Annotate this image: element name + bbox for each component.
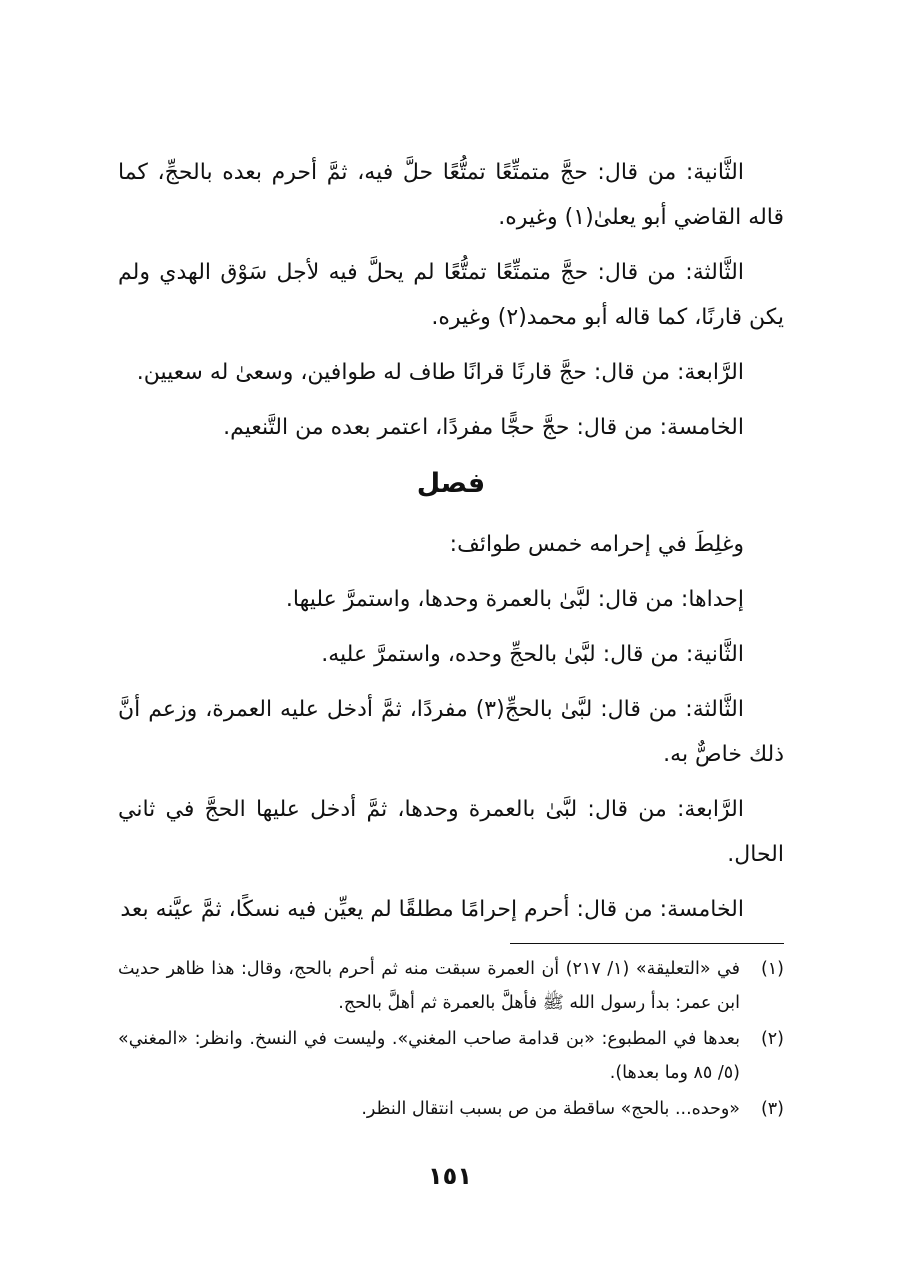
paragraph-intro: وغلِطَ في إحرامه خمس طوائف: [449,532,744,557]
footnote-number: (٢) [760,1029,784,1049]
footnote-number: (١) [760,959,784,979]
section-heading: فصل [416,468,486,499]
footnote-separator [510,943,784,944]
page-number: ١٥١ [428,1162,472,1190]
footnotes [118,952,784,1128]
footnote-text: «وحده... بالحج» ساقطة من ص بسبب انتقال النظر. [361,1099,740,1119]
footnote-item [118,1092,784,1126]
paragraph-group-fifth: الخامسة: من قال: أحرم إحرامًا مطلقًا لم يعيِّن فيه نسكًا، ثمَّ عيَّنه بعد [120,897,744,922]
footnote-text: في «التعليقة» (١/ ٢١٧) أن العمرة سبقت منه ثم أحرم بالحج، وقال: هذا ظاهر حديث ابن عمر: بدأ رسول الله ﷺ فأهلَّ بالعمرة ثم أهلَّ بالحج. [118,959,740,1013]
paragraph-group-second: الثَّانية: من قال: لبَّىٰ بالحجِّ وحده، واستمرَّ عليه. [321,642,744,667]
footnote-item [118,952,784,1020]
main-text [118,150,784,942]
footnote-item [118,1022,784,1090]
paragraph-group-fourth: الرَّابعة: من قال: لبَّىٰ بالعمرة وحدها، ثمَّ أدخل عليها الحجَّ في ثاني الحال. [118,797,784,867]
paragraph-fifth-view: الخامسة: من قال: حجَّ حجًّا مفردًا، اعتمر بعده من التَّنعيم. [223,415,744,440]
footnote-number: (٣) [760,1099,784,1119]
paragraph-group-third: الثَّالثة: من قال: لبَّىٰ بالحجِّ(٣) مفردًا، ثمَّ أدخل عليه العمرة، وزعم أنَّ ذلك خاصٌّ به. [118,697,784,767]
paragraph-group-first: إحداها: من قال: لبَّىٰ بالعمرة وحدها، واستمرَّ عليها. [285,587,744,612]
paragraph-second-view: الثَّانية: من قال: حجَّ متمتِّعًا تمتُّعًا حلَّ فيه، ثمَّ أحرم بعده بالحجِّ، كما قاله القاضي أبو يعلىٰ(١) وغيره. [118,160,784,230]
footnote-text: بعدها في المطبوع: «بن قدامة صاحب المغني». وليست في النسخ. وانظر: «المغني» (٥/ ٨٥ وما بعدها). [118,1029,740,1083]
paragraph-third-view: الثَّالثة: من قال: حجَّ متمتِّعًا تمتُّعًا لم يحلَّ فيه لأجل سَوْق الهدي ولم يكن قارنًا، كما قاله أبو محمد(٢) وغيره. [118,260,784,330]
paragraph-fourth-view: الرَّابعة: من قال: حجَّ قارنًا قرانًا طاف له طوافين، وسعىٰ له سعيين. [136,360,744,385]
